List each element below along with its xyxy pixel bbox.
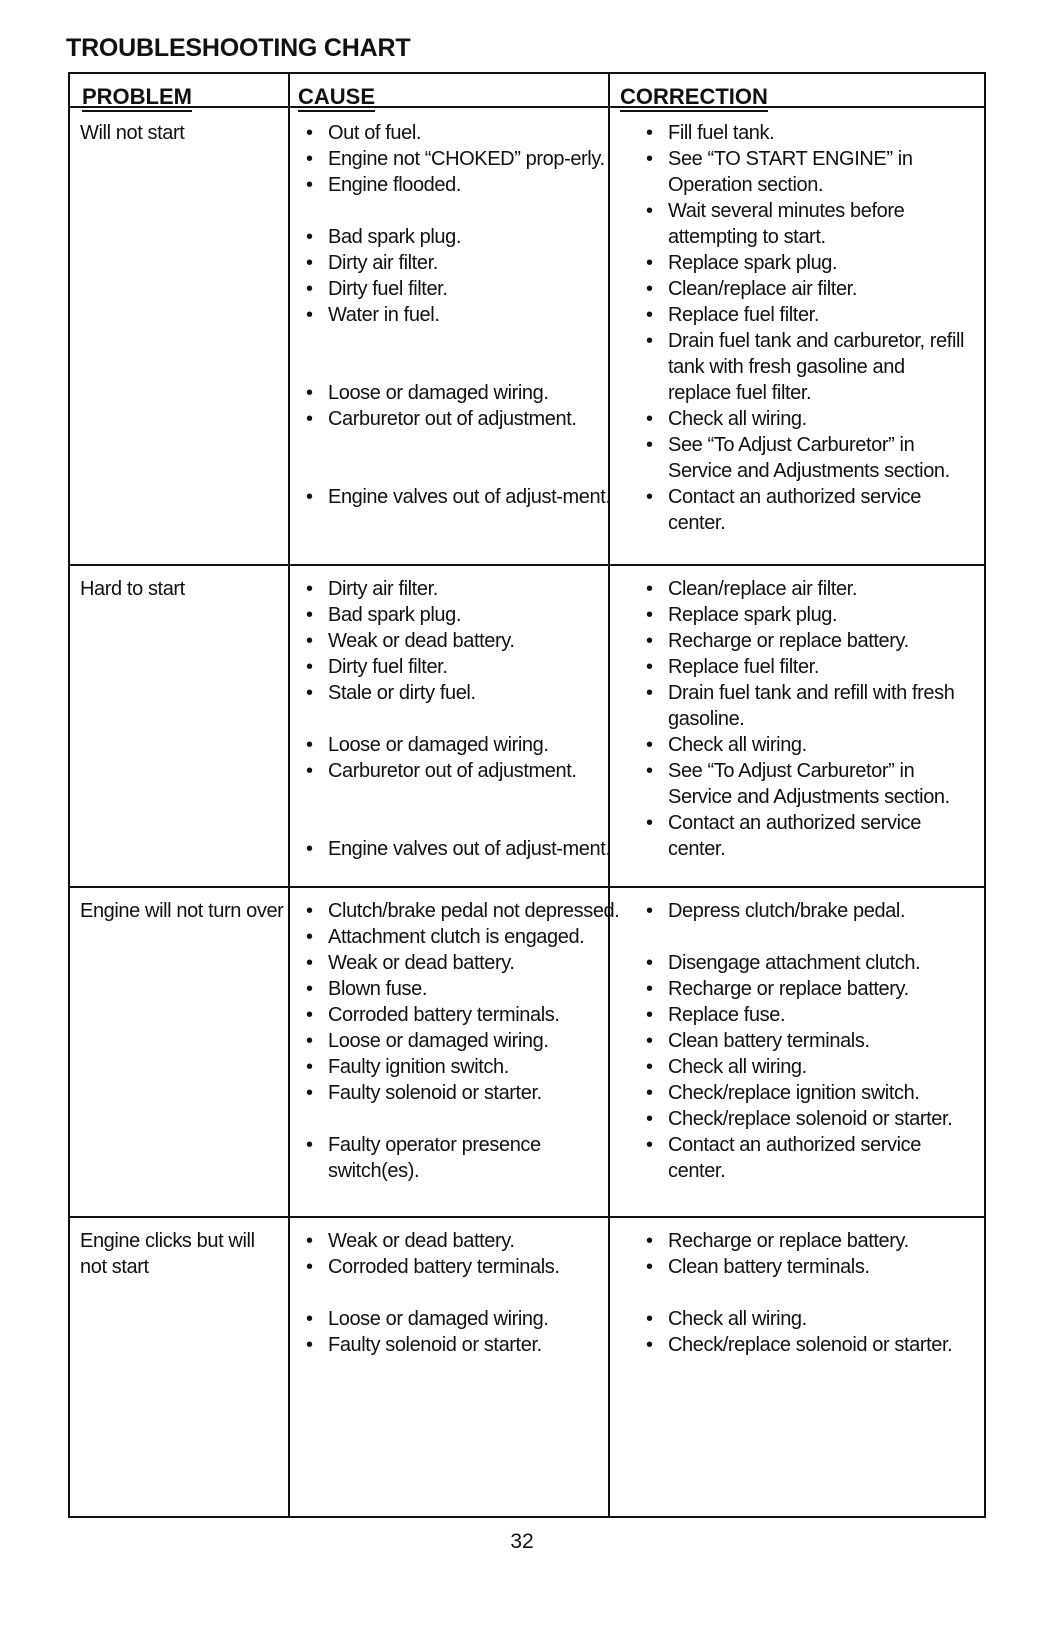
cause-list <box>302 576 622 862</box>
cause-item: • Loose or damaged wiring. <box>302 732 622 758</box>
correction-item: • Recharge or replace battery. <box>642 976 972 1002</box>
correction-item: • Contact an authorized service center. <box>642 484 972 536</box>
cause-list <box>302 898 622 1184</box>
correction-item: • Contact an authorized service center. <box>642 1132 972 1184</box>
correction-item: • Recharge or replace battery. <box>642 1228 972 1254</box>
correction-item: • Check all wiring. <box>642 1054 972 1080</box>
cause-item: • Water in fuel. <box>302 302 622 328</box>
cause-item: • Stale or dirty fuel. <box>302 680 622 706</box>
page-number: 32 <box>510 1530 534 1553</box>
cause-item: • Faulty operator presence switch(es). <box>302 1132 622 1184</box>
cause-item: • Blown fuse. <box>302 976 622 1002</box>
correction-item: • Replace fuel filter. <box>642 302 972 328</box>
cause-item: • Weak or dead battery. <box>302 628 622 654</box>
cause-item: • Corroded battery terminals. <box>302 1254 622 1280</box>
cause-item: • Engine flooded. <box>302 172 622 198</box>
correction-item: • Drain fuel tank and refill with fresh gasoline. <box>642 680 972 732</box>
correction-item: • Replace spark plug. <box>642 250 972 276</box>
row-divider-2 <box>70 886 984 888</box>
cause-item: • Attachment clutch is engaged. <box>302 924 622 950</box>
correction-item: • Clean battery terminals. <box>642 1254 972 1280</box>
correction-list <box>642 576 972 862</box>
row-divider-3 <box>70 1216 984 1218</box>
cause-item: • Weak or dead battery. <box>302 1228 622 1254</box>
correction-list <box>642 898 972 1184</box>
correction-item: • Replace fuel filter. <box>642 654 972 680</box>
page-title: TROUBLESHOOTING CHART <box>66 34 411 62</box>
correction-item: • Drain fuel tank and carburetor, refill tank with fresh gasoline and replace fuel filter. <box>642 328 972 406</box>
correction-item: • Check all wiring. <box>642 1306 972 1332</box>
cause-list <box>302 120 622 510</box>
cause-list <box>302 1228 622 1358</box>
correction-list <box>642 120 972 536</box>
problem-cell: Hard to start <box>80 578 185 600</box>
correction-item: • Check all wiring. <box>642 732 972 758</box>
correction-list <box>642 1228 972 1358</box>
cause-item: • Faulty solenoid or starter. <box>302 1332 622 1358</box>
correction-item: • Recharge or replace battery. <box>642 628 972 654</box>
column-divider-1 <box>288 74 290 1516</box>
cause-item: • Loose or damaged wiring. <box>302 380 622 406</box>
cause-item: • Dirty air filter. <box>302 250 622 276</box>
cause-item: • Bad spark plug. <box>302 602 622 628</box>
cause-item: • Loose or damaged wiring. <box>302 1028 622 1054</box>
cause-item: • Loose or damaged wiring. <box>302 1306 622 1332</box>
cause-item: • Carburetor out of adjustment. <box>302 406 622 432</box>
problem-cell: Engine will not turn over <box>80 900 284 922</box>
cause-item: • Carburetor out of adjustment. <box>302 758 622 784</box>
correction-item: • Clean/replace air filter. <box>642 276 972 302</box>
cause-item: • Engine valves out of adjust-ment. <box>302 836 622 862</box>
correction-item: • Check/replace ignition switch. <box>642 1080 972 1106</box>
troubleshooting-table <box>68 72 986 1518</box>
cause-item: • Corroded battery terminals. <box>302 1002 622 1028</box>
correction-item: • Clean battery terminals. <box>642 1028 972 1054</box>
correction-item: • Replace fuse. <box>642 1002 972 1028</box>
cause-item: • Engine not “CHOKED” prop-erly. <box>302 146 622 172</box>
cause-item: • Dirty air filter. <box>302 576 622 602</box>
cause-item: • Out of fuel. <box>302 120 622 146</box>
cause-item: • Dirty fuel filter. <box>302 276 622 302</box>
cause-item: • Weak or dead battery. <box>302 950 622 976</box>
correction-item: • Replace spark plug. <box>642 602 972 628</box>
header-cause: CAUSE <box>298 84 375 110</box>
correction-item: • See “To Adjust Carburetor” in Service and Adjustments section. <box>642 432 972 484</box>
correction-item: • Contact an authorized service center. <box>642 810 972 862</box>
problem-cell: Will not start <box>80 122 185 144</box>
cause-item: • Engine valves out of adjust-ment. <box>302 484 622 510</box>
problem-cell: Engine clicks but will not start <box>80 1230 255 1278</box>
cause-item: • Faulty ignition switch. <box>302 1054 622 1080</box>
correction-item: • See “TO START ENGINE” in Operation section. <box>642 146 972 198</box>
correction-item: • See “To Adjust Carburetor” in Service and Adjustments section. <box>642 758 972 810</box>
cause-item: • Faulty solenoid or starter. <box>302 1080 622 1106</box>
cause-item: • Bad spark plug. <box>302 224 622 250</box>
row-divider-1 <box>70 564 984 566</box>
correction-item: • Depress clutch/brake pedal. <box>642 898 972 924</box>
correction-item: • Wait several minutes before attempting to start. <box>642 198 972 250</box>
correction-item: • Disengage attachment clutch. <box>642 950 972 976</box>
correction-item: • Clean/replace air filter. <box>642 576 972 602</box>
correction-item: • Check all wiring. <box>642 406 972 432</box>
correction-item: • Fill fuel tank. <box>642 120 972 146</box>
header-divider <box>70 106 984 108</box>
cause-item: • Dirty fuel filter. <box>302 654 622 680</box>
correction-item: • Check/replace solenoid or starter. <box>642 1106 972 1132</box>
correction-item: • Check/replace solenoid or starter. <box>642 1332 972 1358</box>
header-correction: CORRECTION <box>620 84 768 110</box>
header-problem: PROBLEM <box>82 84 192 110</box>
cause-item: • Clutch/brake pedal not depressed. <box>302 898 622 924</box>
